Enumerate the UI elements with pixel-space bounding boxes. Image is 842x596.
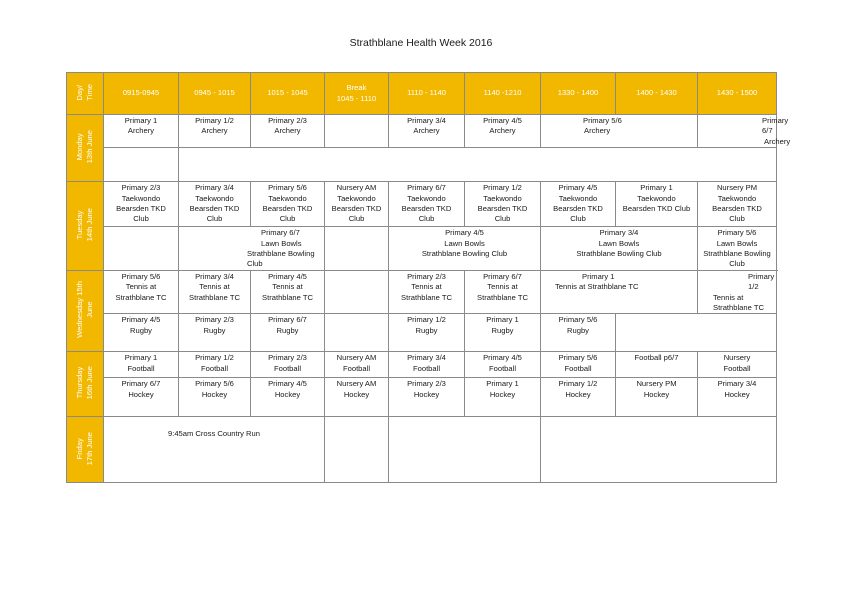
class-name: Primary 1 (124, 353, 158, 363)
venue: Bearsden TKD (189, 204, 240, 214)
venue: Bearsden TKD (553, 204, 603, 214)
class-name: Primary 1 (640, 183, 673, 193)
class-name: Primary 5/6 (558, 315, 598, 325)
venue: Strathblane Bowling Club (247, 249, 315, 269)
activity: Football p6/7 (634, 353, 679, 363)
schedule-cell (251, 182, 325, 227)
slot-header: 1110 - 1140 (389, 73, 465, 115)
schedule-cell (179, 182, 251, 227)
schedule-table (66, 72, 791, 483)
schedule-cell (179, 378, 251, 417)
day-label (75, 130, 95, 163)
tuesday-row-1 (67, 182, 777, 227)
class-name: Primary 6/7 (261, 228, 300, 238)
schedule-cell (104, 314, 179, 352)
class-name: Primary 6/7 (407, 183, 446, 193)
activity: Football (488, 363, 517, 373)
cross-country-event: 9:45am Cross Country Run (104, 417, 325, 483)
activity: Tennis at (411, 282, 442, 292)
slot-header: 1330 - 1400 (541, 73, 616, 115)
corner-label (75, 84, 95, 101)
schedule-cell (698, 378, 777, 417)
corner-cell (67, 73, 104, 115)
corner-line: Time (85, 83, 94, 101)
activity: Hockey (413, 389, 440, 399)
schedule-cell (104, 182, 179, 227)
schedule-cell (104, 352, 179, 378)
venue: Strathblane Bowling Club (576, 249, 662, 259)
class-name: Primary 4/5 (268, 379, 307, 389)
schedule-cell (616, 378, 698, 417)
day-thursday (67, 352, 104, 417)
empty-cell (325, 314, 389, 352)
class-name: Primary 6/7 (268, 315, 307, 325)
day-wednesday (67, 270, 104, 352)
break-label: Break (346, 83, 367, 93)
activity: Rugby (130, 325, 152, 335)
corner-line: Day/ (75, 83, 84, 100)
class-name: Primary 5/6 (195, 379, 234, 389)
class-name: Primary 1 (486, 379, 519, 389)
schedule-cell (251, 314, 325, 352)
day-label (75, 432, 95, 465)
schedule-cell (389, 378, 465, 417)
class-name: Nursery PM (716, 183, 758, 193)
venue: Strathblane TC (115, 292, 167, 302)
class-name: Primary 1 (124, 116, 158, 125)
activity: Rugby (415, 325, 438, 335)
schedule-cell (465, 378, 541, 417)
venue: Club (418, 214, 435, 224)
venue: Strathblane TC (401, 292, 452, 302)
day-date: 16th June (85, 366, 94, 400)
schedule-cell (541, 115, 698, 148)
activity: Taekwondo (407, 193, 446, 203)
schedule-cell (389, 115, 465, 148)
schedule-cell (389, 314, 465, 352)
activity: Hockey (489, 389, 516, 399)
activity: Lawn Bowls (598, 238, 640, 248)
venue: Bearsden TKD (262, 204, 313, 214)
class-name: Primary 2/3 (407, 379, 446, 389)
schedule-cell (698, 182, 777, 227)
break-time: 1045 - 1110 (336, 93, 377, 103)
class-name: Primary 5/6 (268, 183, 307, 193)
class-name: Primary 4/5 (483, 353, 522, 363)
activity: Archery (489, 126, 516, 136)
activity: Archery (201, 126, 228, 136)
venue: Bearsden TKD (116, 204, 166, 214)
class-name: Primary 1/2 (748, 271, 775, 292)
empty-cell (541, 417, 777, 483)
activity: Football (127, 363, 155, 373)
schedule-cell (179, 115, 251, 148)
activity: Tennis at (199, 282, 230, 292)
empty-cell (616, 314, 777, 352)
venue: Club (348, 214, 365, 224)
schedule-cell (541, 378, 616, 417)
class-name: Primary 3/4 (407, 353, 446, 363)
activity: Taekwondo (483, 193, 522, 203)
activity: Hockey (274, 389, 301, 399)
schedule-cell (325, 378, 389, 417)
day-label (75, 366, 95, 399)
activity: Taekwondo (717, 193, 757, 203)
day-date: 13th June (85, 129, 94, 164)
day-monday (67, 115, 104, 182)
schedule-cell (698, 115, 791, 148)
activity: Lawn Bowls (716, 238, 758, 248)
monday-row-2 (67, 148, 777, 182)
day-label (75, 208, 95, 241)
class-name: Primary 5/6 (583, 116, 622, 125)
class-name: Nursery PM (636, 379, 677, 389)
activity: Rugby (567, 325, 589, 335)
activity: Hockey (343, 389, 370, 399)
header-row (67, 73, 777, 115)
schedule-cell (104, 378, 179, 417)
class-name: Nursery (723, 353, 751, 363)
slot-header: 1400 - 1430 (616, 73, 698, 115)
schedule-cell (541, 270, 698, 314)
class-name: Primary 5/6 (121, 271, 161, 281)
activity: Rugby (203, 325, 226, 335)
activity: Taekwondo (121, 193, 161, 203)
schedule-cell (325, 182, 389, 227)
class-name: Primary 1/2 (558, 379, 598, 389)
activity: Archery (127, 126, 155, 136)
activity: Football (412, 363, 441, 373)
slot-header: 1015 - 1045 (251, 73, 325, 115)
class-name: Primary 4/5 (558, 183, 598, 193)
class-name: Primary 1/2 (407, 315, 446, 325)
empty-cell (325, 227, 389, 271)
venue: Bearsden TKD (331, 204, 382, 214)
activity: Taekwondo (337, 193, 376, 203)
activity: Taekwondo (558, 193, 598, 203)
day-name: Thursday (75, 366, 84, 399)
day-date: 17th June (85, 431, 94, 465)
venue: Bearsden TKD Club (622, 204, 691, 214)
schedule-cell (251, 115, 325, 148)
empty-cell (325, 417, 389, 483)
venue: Strathblane Bowling Club (421, 249, 508, 259)
thursday-row-2 (67, 378, 777, 417)
tuesday-row-2 (67, 227, 777, 271)
class-name: Primary 5/6 (717, 228, 757, 238)
schedule-cell (104, 115, 179, 148)
class-name: Primary 2/3 (268, 116, 307, 125)
break-header (325, 73, 389, 115)
venue: Club (729, 214, 745, 224)
friday-row (67, 417, 777, 483)
schedule-cell (616, 182, 698, 227)
empty-cell (325, 115, 389, 148)
slot-header: 0945 - 1015 (179, 73, 251, 115)
venue: Strathblane Bowling Club (703, 249, 771, 269)
day-date: 14th June (85, 207, 94, 241)
activity: Rugby (276, 325, 299, 335)
class-name: Primary 1/2 (195, 353, 234, 363)
activity: Archery (584, 126, 611, 136)
schedule-cell (251, 352, 325, 378)
slot-header: 1430 - 1500 (698, 73, 777, 115)
activity: Tennis at (125, 282, 157, 292)
day-name: Monday (75, 132, 84, 160)
class-name: Primary 2/3 (407, 271, 446, 281)
empty-cell (325, 270, 389, 314)
activity: Lawn Bowls (444, 238, 485, 248)
schedule-cell (465, 352, 541, 378)
slot-header: 0915-0945 (104, 73, 179, 115)
activity: Tennis at Strathblane TC (713, 292, 764, 313)
monday-row-1 (67, 115, 777, 148)
activity: Football (342, 363, 371, 373)
class-name: Primary 2/3 (195, 315, 234, 325)
class-name: Primary 4/5 (121, 315, 161, 325)
schedule-cell (465, 115, 541, 148)
activity: Hockey (128, 389, 154, 399)
activity: Taekwondo (268, 193, 307, 203)
day-label (75, 281, 95, 338)
class-name: Primary 4/5 (483, 116, 522, 125)
schedule-cell (698, 227, 777, 271)
venue: Club (494, 214, 511, 224)
venue: Bearsden TKD (712, 204, 762, 214)
empty-cell (179, 148, 777, 182)
class-name: Nursery AM (336, 379, 377, 389)
wednesday-row-2 (67, 314, 777, 352)
class-name: Primary 6/7 (121, 379, 161, 389)
empty-cell (104, 227, 179, 271)
class-name: Primary 2/3 (268, 353, 307, 363)
schedule-cell (179, 314, 251, 352)
schedule-cell (616, 352, 698, 378)
class-name: Primary 2/3 (121, 183, 161, 193)
class-name: Primary 6/7 (483, 271, 522, 281)
schedule-cell (179, 270, 251, 314)
schedule-cell (465, 270, 541, 314)
activity: Rugby (491, 325, 514, 335)
class-name: Primary 3/4 (195, 183, 234, 193)
day-tuesday (67, 182, 104, 271)
empty-cell (104, 148, 179, 182)
venue: Strathblane TC (262, 292, 313, 302)
schedule-cell (251, 378, 325, 417)
activity: Lawn Bowls (261, 238, 302, 248)
class-name: Primary 3/4 (717, 379, 757, 389)
class-name: Primary 5/6 (558, 353, 598, 363)
activity: Taekwondo (195, 193, 234, 203)
activity: Archery (764, 136, 791, 146)
schedule-cell (389, 227, 541, 271)
class-name: Primary 4/5 (268, 271, 307, 281)
activity: Football (564, 363, 592, 373)
schedule-cell (389, 182, 465, 227)
venue: Strathblane TC (189, 292, 240, 302)
schedule-cell (465, 314, 541, 352)
page-title: Strathblane Health Week 2016 (349, 37, 493, 49)
class-name: Primary 3/4 (599, 228, 639, 238)
schedule-cell (179, 352, 251, 378)
activity: Hockey (724, 389, 750, 399)
empty-cell (389, 417, 541, 483)
activity: Tennis at Strathblane TC (555, 282, 639, 292)
schedule-cell (465, 182, 541, 227)
activity: Football (723, 363, 751, 373)
schedule-cell (698, 352, 777, 378)
schedule-cell (389, 352, 465, 378)
class-name: Primary 1 (486, 315, 519, 325)
activity: Taekwondo (637, 193, 676, 203)
schedule-cell (389, 270, 465, 314)
activity: Archery (274, 126, 301, 136)
schedule-cell (541, 182, 616, 227)
activity: Hockey (201, 389, 228, 399)
activity: Hockey (643, 389, 670, 399)
venue: Club (133, 214, 149, 224)
activity: Football (200, 363, 229, 373)
activity: Archery (413, 126, 440, 136)
day-name: Tuesday (75, 209, 84, 239)
schedule-cell (251, 270, 325, 314)
slot-header: 1140 -1210 (465, 73, 541, 115)
schedule-cell (698, 270, 777, 314)
schedule-cell (104, 270, 179, 314)
day-name: Friday (75, 437, 84, 459)
day-friday (67, 417, 104, 483)
class-name: Primary 1 (582, 271, 615, 281)
class-name: Primary 1/2 (483, 183, 522, 193)
schedule-cell (541, 314, 616, 352)
venue: Club (279, 214, 296, 224)
day-name: Wednesday 15th (75, 281, 84, 338)
activity: Football (273, 363, 302, 373)
wednesday-row-1 (67, 270, 777, 314)
schedule-cell (541, 352, 616, 378)
class-name: Primary 3/4 (407, 116, 446, 125)
activity: Tennis at (272, 282, 303, 292)
schedule-cell (541, 227, 698, 271)
thursday-row-1 (67, 352, 777, 378)
venue: Bearsden TKD (477, 204, 528, 214)
class-name: Nursery AM (336, 183, 377, 193)
activity: Tennis at (487, 282, 518, 292)
schedule-cell (325, 352, 389, 378)
activity: Hockey (565, 389, 591, 399)
venue: Club (570, 214, 586, 224)
venue: Club (206, 214, 223, 224)
day-date: June (85, 301, 94, 318)
class-name: Primary 4/5 (445, 228, 484, 238)
class-name: Primary 6/7 (762, 116, 789, 136)
venue: Strathblane TC (477, 292, 528, 302)
class-name: Nursery AM (336, 353, 377, 363)
class-name: Primary 1/2 (195, 116, 234, 125)
schedule-cell (179, 227, 325, 271)
class-name: Primary 3/4 (195, 271, 234, 281)
venue: Bearsden TKD (401, 204, 452, 214)
